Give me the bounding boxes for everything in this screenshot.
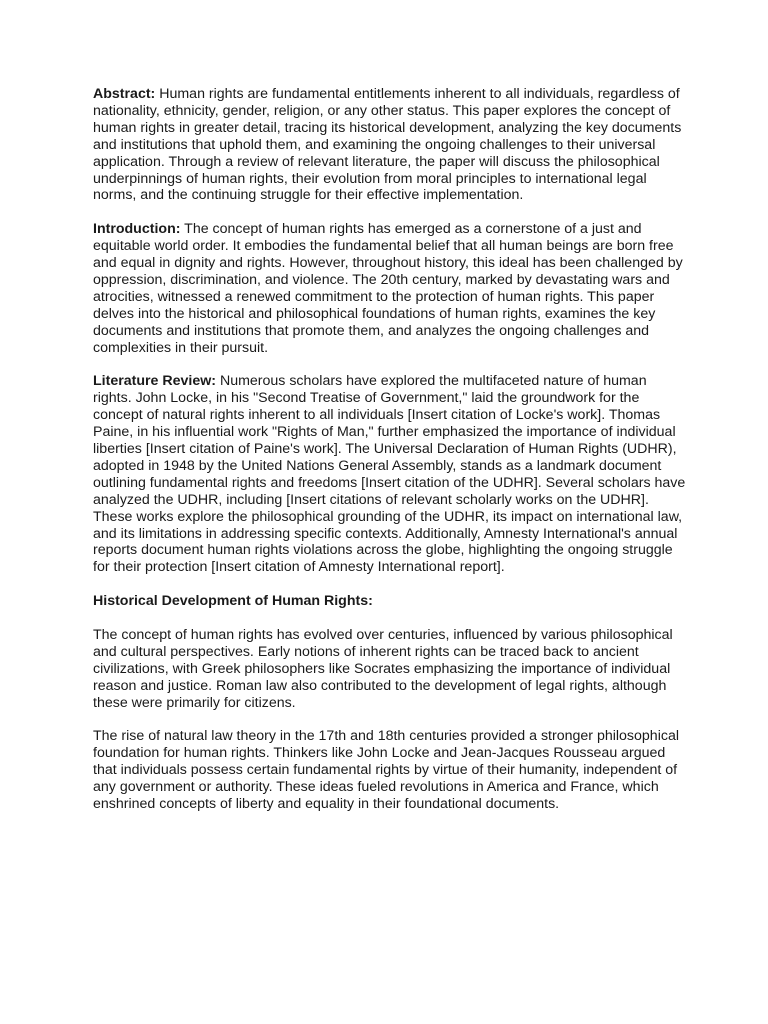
section-heading: Historical Development of Human Rights:	[93, 593, 373, 610]
literature-review-paragraph	[93, 373, 688, 576]
introduction-text: The concept of human rights has emerged as a cornerstone of a just and equitable world order. It embodies the fundamental belief that all human beings are born free and equal in dignity and rights. However, throughout history, this ideal has been challenged by oppression, discrimination, and violence. The 20th century, marked by devastating wars and atrocities, witnessed a renewed commitment to the protection of human rights. This paper delves into the historical and philosophical foundations of human rights, examines the key documents and institutions that promote them, and analyzes the ongoing challenges and complexities in their pursuit.	[93, 221, 683, 356]
document-page	[93, 86, 688, 830]
introduction-paragraph	[93, 221, 688, 356]
introduction-label: Introduction:	[93, 221, 181, 238]
abstract-text: Human rights are fundamental entitlements inherent to all individuals, regardless of nationality, ethnicity, gender, religion, or any other status. This paper explores the concept of human rights in greater detail, tracing its historical development, analyzing the key documents and institutions that uphold them, and examining the ongoing challenges to their universal application. Through a review of relevant literature, the paper will discuss the philosophical underpinnings of human rights, their evolution from moral principles to international legal norms, and the continuing struggle for their effective implementation.	[93, 86, 682, 204]
historical-paragraph-2: The rise of natural law theory in the 17th and 18th centuries provided a stronger philosophical foundation for human rights. Thinkers like John Locke and Jean-Jacques Rousseau argued that individuals possess certain fundamental rights by virtue of their humanity, independent of any government or authority. These ideas fueled revolutions in America and France, which enshrined concepts of liberty and equality in their foundational documents.	[93, 728, 679, 812]
historical-paragraph-1: The concept of human rights has evolved over centuries, influenced by various philosophical and cultural perspectives. Early notions of inherent rights can be traced back to ancient civilizations, with Greek philosophers like Socrates emphasizing the importance of individual reason and justice. Roman law also contributed to the development of legal rights, although these were primarily for citizens.	[93, 626, 673, 711]
literature-review-label: Literature Review:	[93, 373, 216, 390]
literature-review-text: Numerous scholars have explored the multifaceted nature of human rights. John Locke, in his "Second Treatise of Government," laid the groundwork for the concept of natural rights inherent to all individuals [Insert citation of Locke's work]. Thomas Paine, in his influential work "Rights of Man," further emphasized the importance of individual liberties [Insert citation of Paine's work]. The Universal Declaration of Human Rights (UDHR), adopted in 1948 by the United Nations General Assembly, stands as a landmark document outlining fundamental rights and freedoms [Insert citation of the UDHR]. Several scholars have analyzed the UDHR, including [Insert citations of relevant scholarly works on the UDHR]. These works explore the philosophical grounding of the UDHR, its impact on international law, and its limitations in addressing specific contexts. Additionally, Amnesty International's annual reports document human rights violations across the globe, highlighting the ongoing struggle for their protection [Insert citation of Amnesty International report].	[93, 373, 686, 576]
abstract-paragraph	[93, 86, 688, 204]
abstract-label: Abstract:	[93, 86, 156, 102]
